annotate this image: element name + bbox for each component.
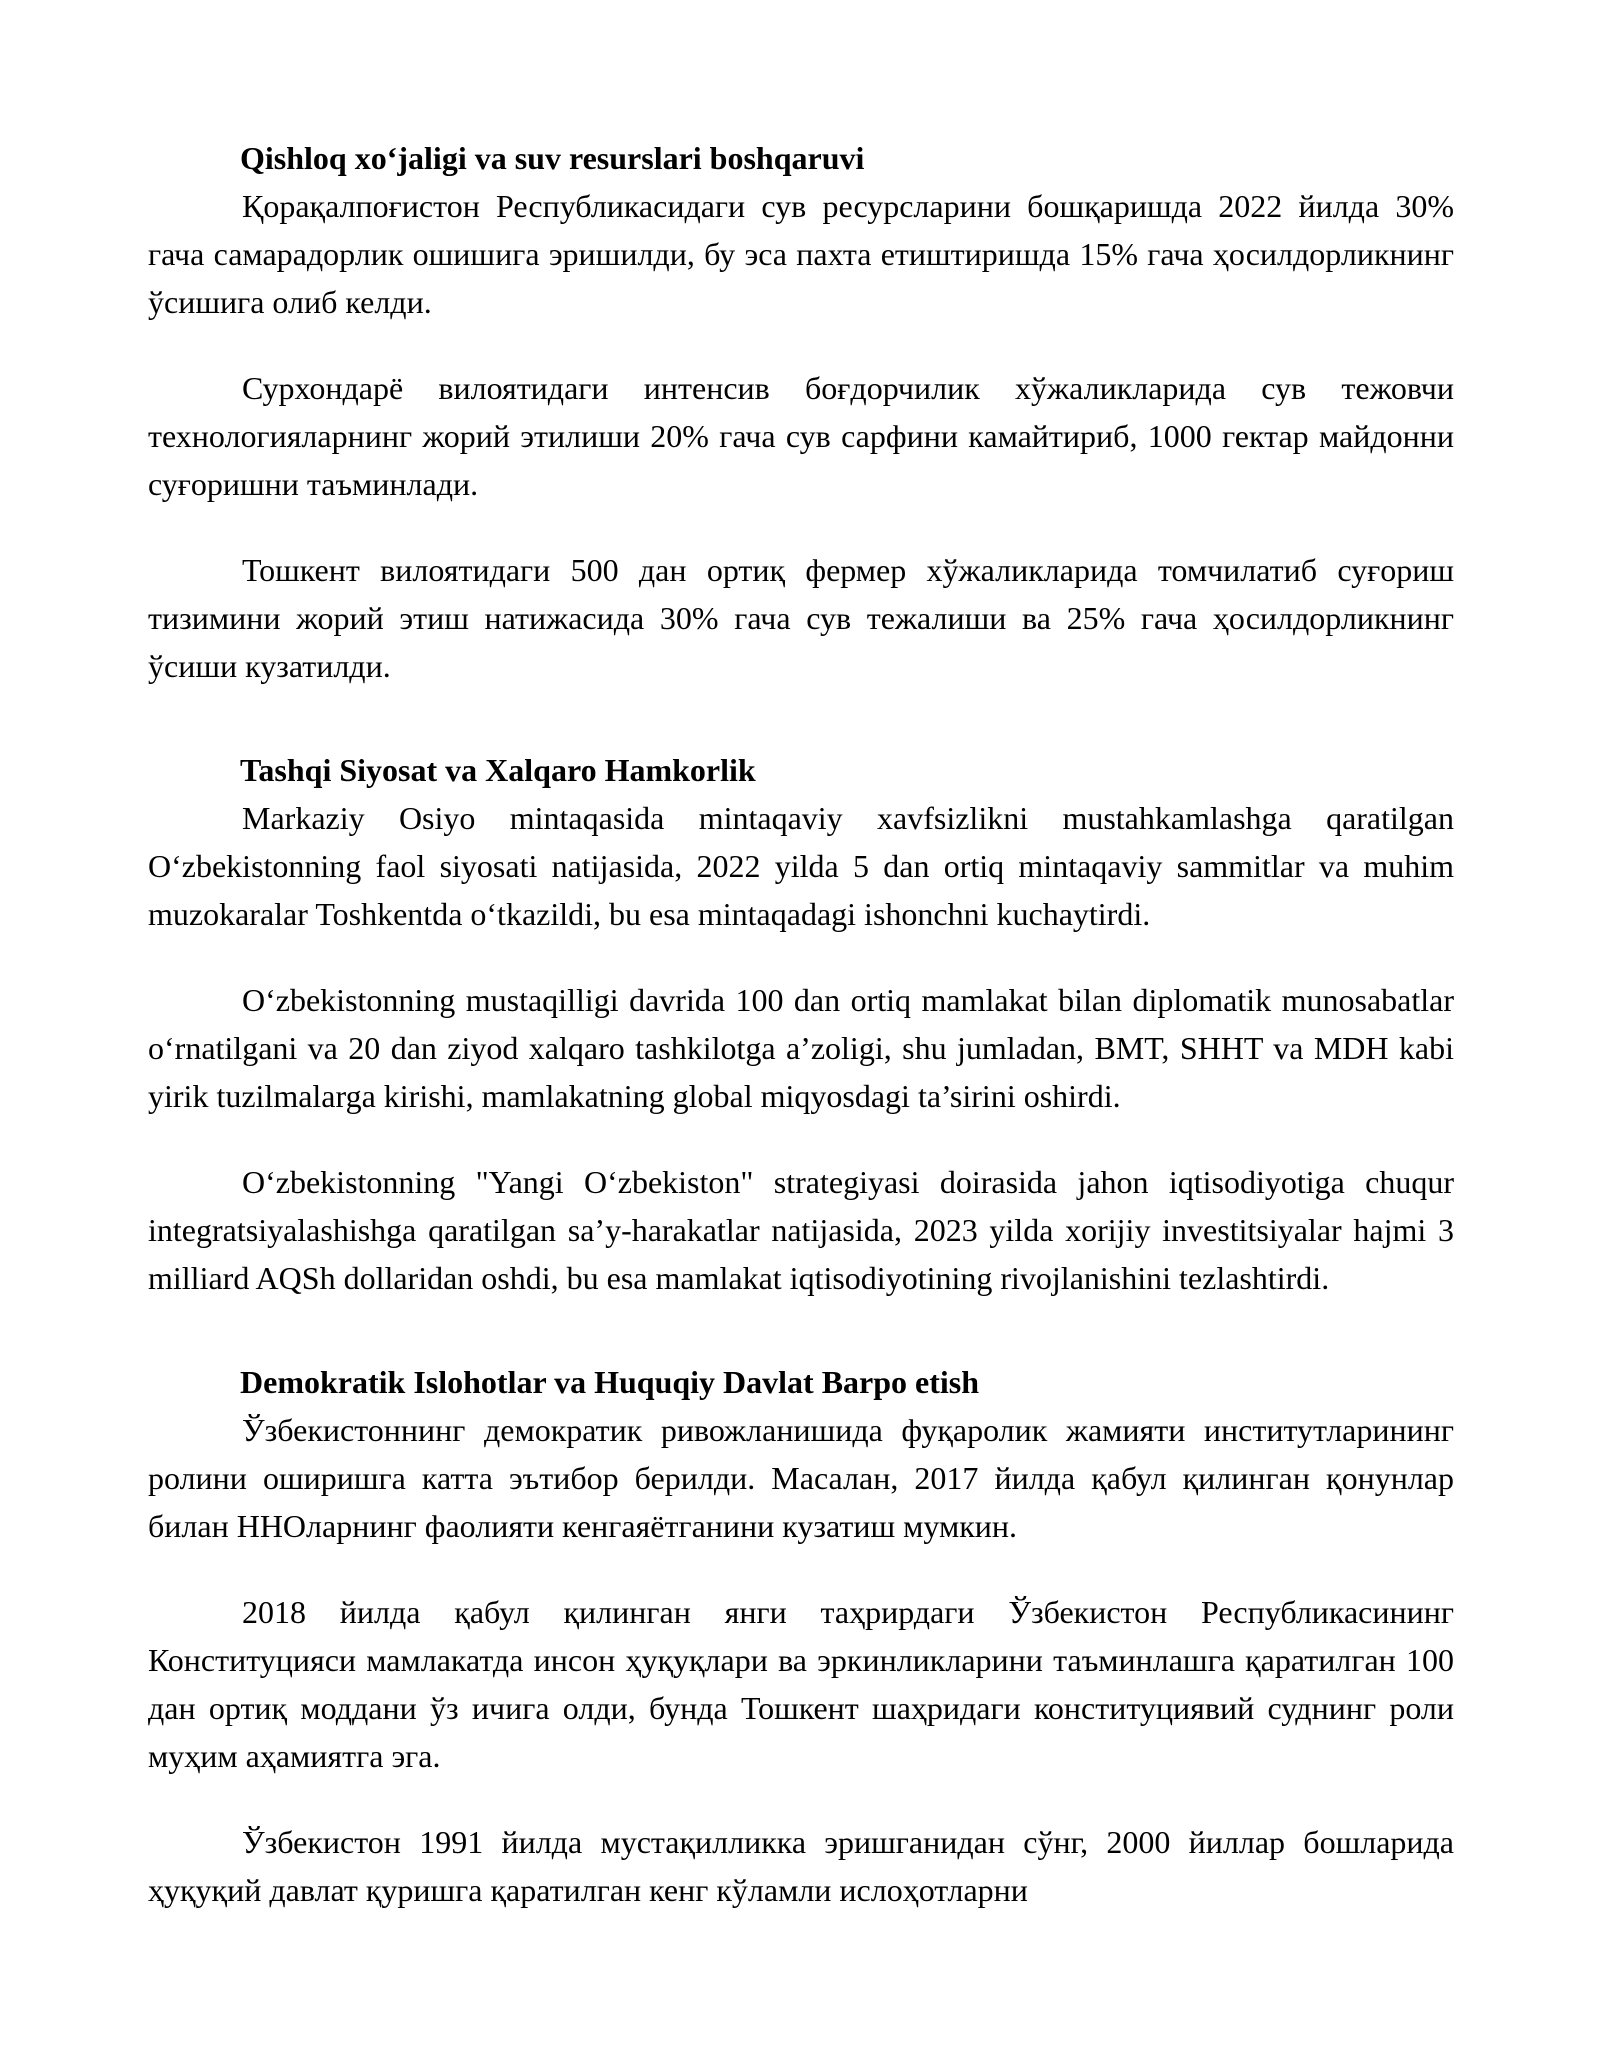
- section-spacer: [148, 1340, 1454, 1358]
- document-page: [148, 134, 1454, 1914]
- section-foreign-policy: [148, 746, 1454, 1302]
- section-democratic-reforms: [148, 1358, 1454, 1914]
- paragraph: Markaziy Osiyo mintaqasida mintaqaviy xavfsizlikni mustahkamlashga qaratilgan O‘zbekistonning faol siyosati natijasida, 2022 yilda 5 dan ortiq mintaqaviy sammitlar va muhim muzokaralar Toshkentda o‘tkazildi, bu esa mintaqadagi ishonchni kuchaytirdi.: [148, 800, 1454, 932]
- section-heading: Qishloq xo‘jaligi va suv resurslari boshqaruvi: [240, 140, 865, 176]
- paragraph: Ўзбекистон 1991 йилда мустақилликка эришганидан сўнг, 2000 йиллар бошларида ҳуқуқий давлат қуришга қаратилган кенг кўламли ислоҳотларни: [148, 1824, 1454, 1908]
- paragraph: Қорақалпоғистон Республикасидаги сув ресурсларини бошқаришда 2022 йилда 30% гача самарадорлик ошишига эришилди, бу эса пахта етиштиришда 15% гача ҳосилдорликнинг ўсишига олиб келди.: [148, 188, 1454, 320]
- section-spacer: [148, 728, 1454, 746]
- paragraph: O‘zbekistonning mustaqilligi davrida 100 dan ortiq mamlakat bilan diplomatik munosabatlar o‘rnatilgani va 20 dan ziyod xalqaro tashkilotga a’zoligi, shu jumladan, BMT, SHHT va MDH kabi yirik tuzilmalarga kirishi, mamlakatning global miqyosdagi ta’sirini oshirdi.: [148, 982, 1454, 1114]
- section-heading: Tashqi Siyosat va Xalqaro Hamkorlik: [240, 752, 756, 788]
- section-heading: Demokratik Islohotlar va Huquqiy Davlat Barpo etish: [240, 1364, 980, 1400]
- paragraph: Тошкент вилоятидаги 500 дан ортиқ фермер хўжаликларида томчилатиб суғориш тизимини жорий этиш натижасида 30% гача сув тежалиши ва 25% гача ҳосилдорликнинг ўсиши кузатилди.: [148, 552, 1454, 684]
- paragraph: O‘zbekistonning "Yangi O‘zbekiston" strategiyasi doirasida jahon iqtisodiyotiga chuqur integratsiyalashishga qaratilgan sa’y-harakatlar natijasida, 2023 yilda xorijiy investitsiyalar hajmi 3 milliard AQSh dollaridan oshdi, bu esa mamlakat iqtisodiyotining rivojlanishini tezlashtirdi.: [148, 1164, 1454, 1296]
- paragraph: Ўзбекистоннинг демократик ривожланишида фуқаролик жамияти институтларининг ролини оширишга катта эътибор берилди. Масалан, 2017 йилда қабул қилинган қонунлар билан ННОларнинг фаолияти кенгаяётганини кузатиш мумкин.: [148, 1412, 1454, 1544]
- paragraph: Сурхондарё вилоятидаги интенсив боғдорчилик хўжаликларида сув тежовчи технологияларнинг жорий этилиши 20% гача сув сарфини камайтириб, 1000 гектар майдонни суғоришни таъминлади.: [148, 370, 1454, 502]
- paragraph: 2018 йилда қабул қилинган янги таҳрирдаги Ўзбекистон Республикасининг Конституцияси мамлакатда инсон ҳуқуқлари ва эркинликларини таъминлашга қаратилган 100 дан ортиқ моддани ўз ичига олди, бунда Тошкент шаҳридаги конституциявий суднинг роли муҳим аҳамиятга эга.: [148, 1594, 1454, 1774]
- section-agriculture: [148, 134, 1454, 690]
